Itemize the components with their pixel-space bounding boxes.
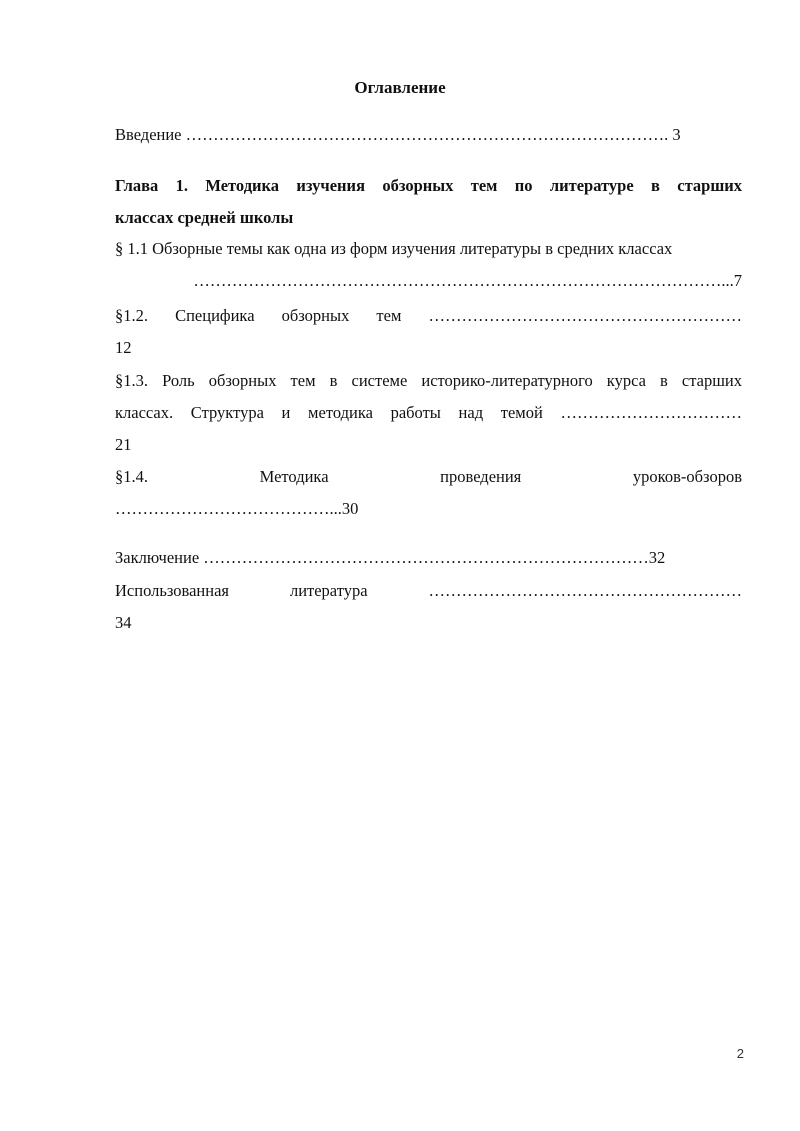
toc-chapter1-line2: классах средней школы <box>115 208 294 227</box>
toc-entry-1-2-line1: §1.2. Специфика обзорных тем ………………………………………………… <box>115 306 742 325</box>
toc-entry-1-3-line1: §1.3. Роль обзорных тем в системе историко-литературного курса в старших <box>115 371 742 390</box>
toc-entry-1-4-line1: §1.4. Методика проведения уроков-обзоров <box>115 467 742 486</box>
toc-entry-literature-line1: Использованная литература ………………………………………………… <box>115 581 742 600</box>
toc-chapter1-line1: Глава 1. Методика изучения обзорных тем по литературе в старших <box>115 176 742 195</box>
toc-entry-conclusion: Заключение ………………………………………………………………………32 <box>115 548 666 567</box>
toc-title: Оглавление <box>354 78 446 97</box>
toc-entry-literature-line2: 34 <box>115 613 132 632</box>
toc-entry-1-1-line2: ……………………………………………………………………………………...7 <box>193 271 742 290</box>
toc-entry-intro: Введение ……………………………………………………………………………. 3 <box>115 125 681 144</box>
toc-entry-1-2-line2: 12 <box>115 338 132 357</box>
toc-entry-1-3-line2: классах. Структура и методика работы над темой …………………………… <box>115 403 742 422</box>
page-number: 2 <box>736 1046 744 1061</box>
toc-entry-1-4-line2: …………………………………...30 <box>115 499 359 518</box>
toc-entry-1-3-line3: 21 <box>115 435 132 454</box>
toc-entry-1-1-line1: § 1.1 Обзорные темы как одна из форм изучения литературы в средних классах <box>115 239 673 258</box>
